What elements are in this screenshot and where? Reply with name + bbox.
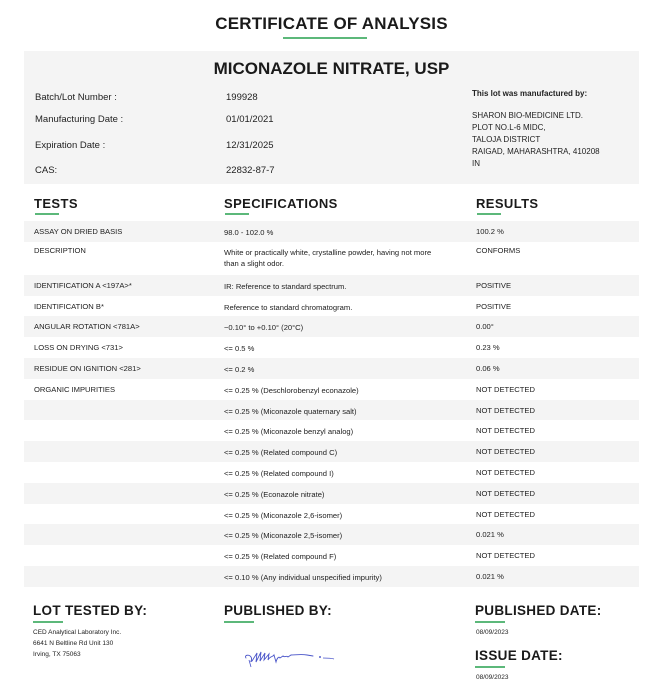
- test-result: POSITIVE: [476, 301, 512, 311]
- batch-lot-label: Batch/Lot Number :: [35, 92, 117, 103]
- test-specification: <= 0.25 % (Econazole nitrate): [224, 489, 325, 499]
- lab-name: CED Analytical Laboratory Inc.: [33, 629, 122, 636]
- test-specification: 98.0 - 102.0 %: [224, 228, 274, 237]
- manufacturer-address-line-2: TALOJA DISTRICT: [472, 135, 541, 144]
- published-by-heading: [224, 603, 332, 618]
- table-row: [24, 483, 639, 504]
- lot-tested-by-label: LOT TESTED BY:: [33, 603, 148, 618]
- product-name: MICONAZOLE NITRATE, USP: [213, 59, 450, 78]
- manufacturer-address-line-1: PLOT NO.L-6 MIDC,: [472, 123, 546, 132]
- testing-lab-address: [33, 627, 121, 660]
- test-specification: <= 0.25 % (Miconazole 2,5-isomer): [224, 531, 343, 541]
- table-row: [24, 400, 639, 421]
- heading-underline: [475, 666, 505, 668]
- manufacturing-date-label: Manufacturing Date :: [35, 114, 124, 125]
- signature-image: [243, 646, 338, 668]
- published-date-value: 08/09/2023: [476, 629, 509, 636]
- test-result: NOT DETECTED: [476, 467, 535, 477]
- test-result: 0.021 %: [476, 571, 504, 581]
- table-row: [24, 524, 639, 545]
- lab-street: 6641 N Beltline Rd Unit 130: [33, 640, 114, 647]
- document-title: CERTIFICATE OF ANALYSIS: [215, 14, 448, 33]
- test-specification: <= 0.25 % (Miconazole quaternary salt): [224, 406, 357, 416]
- test-result: NOT DETECTED: [476, 551, 535, 561]
- table-row: [24, 221, 639, 242]
- test-result: 0.06 %: [476, 363, 500, 373]
- product-info-panel: [24, 51, 639, 184]
- manufacturer-block: [472, 88, 600, 170]
- issue-date-heading: [475, 648, 563, 663]
- table-row: [24, 296, 639, 317]
- test-name: RESIDUE ON IGNITION <281>: [34, 363, 141, 373]
- header-underline: [477, 213, 501, 215]
- heading-underline: [475, 621, 505, 623]
- table-row: [24, 358, 639, 379]
- test-specification: <= 0.25 % (Related compound F): [224, 552, 337, 562]
- test-specification: <= 0.2 %: [224, 364, 255, 374]
- published-date-heading: [475, 603, 602, 618]
- manufacturer-address-line-3: RAIGAD, MAHARASHTRA, 410208: [472, 147, 600, 156]
- test-specification: −0.10° to +0.10° (20°C): [224, 323, 304, 333]
- title-underline: [283, 37, 367, 39]
- manufacturing-date-value: 01/01/2021: [226, 114, 274, 125]
- table-row: [24, 545, 639, 566]
- test-result: 0.021 %: [476, 530, 504, 540]
- specifications-header-label: SPECIFICATIONS: [224, 196, 338, 211]
- test-specification: <= 0.5 %: [224, 344, 255, 354]
- manufacturer-heading: This lot was manufactured by:: [472, 89, 588, 98]
- manufacturer-name: SHARON BIO-MEDICINE LTD.: [472, 111, 583, 120]
- test-result: 0.00°: [476, 322, 494, 332]
- cas-label: CAS:: [35, 165, 58, 176]
- test-results-table: [24, 221, 639, 587]
- table-row: [24, 462, 639, 483]
- test-name: IDENTIFICATION A <197A>*: [34, 280, 132, 290]
- test-name: ASSAY ON DRIED BASIS: [34, 227, 123, 236]
- published-date-label: PUBLISHED DATE:: [475, 603, 602, 618]
- test-specification: <= 0.25 % (Deschlorobenzyl econazole): [224, 385, 359, 395]
- test-specification: <= 0.25 % (Related compound C): [224, 448, 338, 458]
- test-result: NOT DETECTED: [476, 447, 535, 457]
- specifications-column-header: [224, 196, 338, 211]
- test-name: LOSS ON DRYING <731>: [34, 343, 123, 353]
- table-row: [24, 379, 639, 400]
- test-specification: White or practically white, crystalline powder, having not more than a slight odor.: [224, 247, 432, 268]
- lab-city: Irving, TX 75063: [33, 651, 81, 658]
- heading-underline: [224, 621, 254, 623]
- test-result: NOT DETECTED: [476, 384, 535, 394]
- test-result: NOT DETECTED: [476, 426, 535, 436]
- manufacturer-country: IN: [472, 159, 480, 168]
- test-result: POSITIVE: [476, 280, 512, 290]
- header-underline: [35, 213, 59, 215]
- table-row: [24, 275, 639, 296]
- test-result: 100.2 %: [476, 227, 504, 236]
- batch-lot-value: 199928: [226, 92, 258, 103]
- issue-date-label: ISSUE DATE:: [475, 648, 563, 663]
- test-specification: <= 0.25 % (Miconazole 2,6-isomer): [224, 510, 343, 520]
- test-name: IDENTIFICATION B*: [34, 301, 104, 311]
- test-name: DESCRIPTION: [34, 245, 86, 255]
- expiration-date-value: 12/31/2025: [226, 140, 274, 151]
- test-name: ORGANIC IMPURITIES: [34, 384, 116, 394]
- table-row: [24, 566, 639, 587]
- published-by-label: PUBLISHED BY:: [224, 603, 332, 618]
- issue-date-value: 08/09/2023: [476, 674, 509, 681]
- test-result: NOT DETECTED: [476, 405, 535, 415]
- cas-value: 22832-87-7: [226, 165, 275, 176]
- table-row: [24, 441, 639, 462]
- test-specification: IR: Reference to standard spectrum.: [224, 281, 347, 291]
- table-row: [24, 242, 639, 275]
- test-result: NOT DETECTED: [476, 509, 535, 519]
- table-row: [24, 337, 639, 358]
- table-row: [24, 316, 639, 337]
- heading-underline: [33, 621, 63, 623]
- test-specification: <= 0.10 % (Any individual unspecified impurity): [224, 572, 382, 582]
- table-row: [24, 420, 639, 441]
- header-underline: [225, 213, 249, 215]
- tests-column-header: [34, 196, 78, 211]
- table-row: [24, 504, 639, 525]
- test-result: CONFORMS: [476, 245, 521, 255]
- test-specification: Reference to standard chromatogram.: [224, 302, 353, 312]
- results-column-header: [476, 196, 539, 211]
- test-name: ANGULAR ROTATION <781A>: [34, 322, 140, 332]
- test-specification: <= 0.25 % (Miconazole benzyl analog): [224, 427, 354, 437]
- test-specification: <= 0.25 % (Related compound I): [224, 468, 334, 478]
- lot-tested-by-heading: [33, 603, 147, 618]
- expiration-date-label: Expiration Date :: [35, 140, 106, 151]
- test-result: 0.23 %: [476, 343, 500, 353]
- results-header-label: RESULTS: [476, 196, 539, 211]
- test-result: NOT DETECTED: [476, 488, 535, 498]
- tests-header-label: TESTS: [34, 196, 78, 211]
